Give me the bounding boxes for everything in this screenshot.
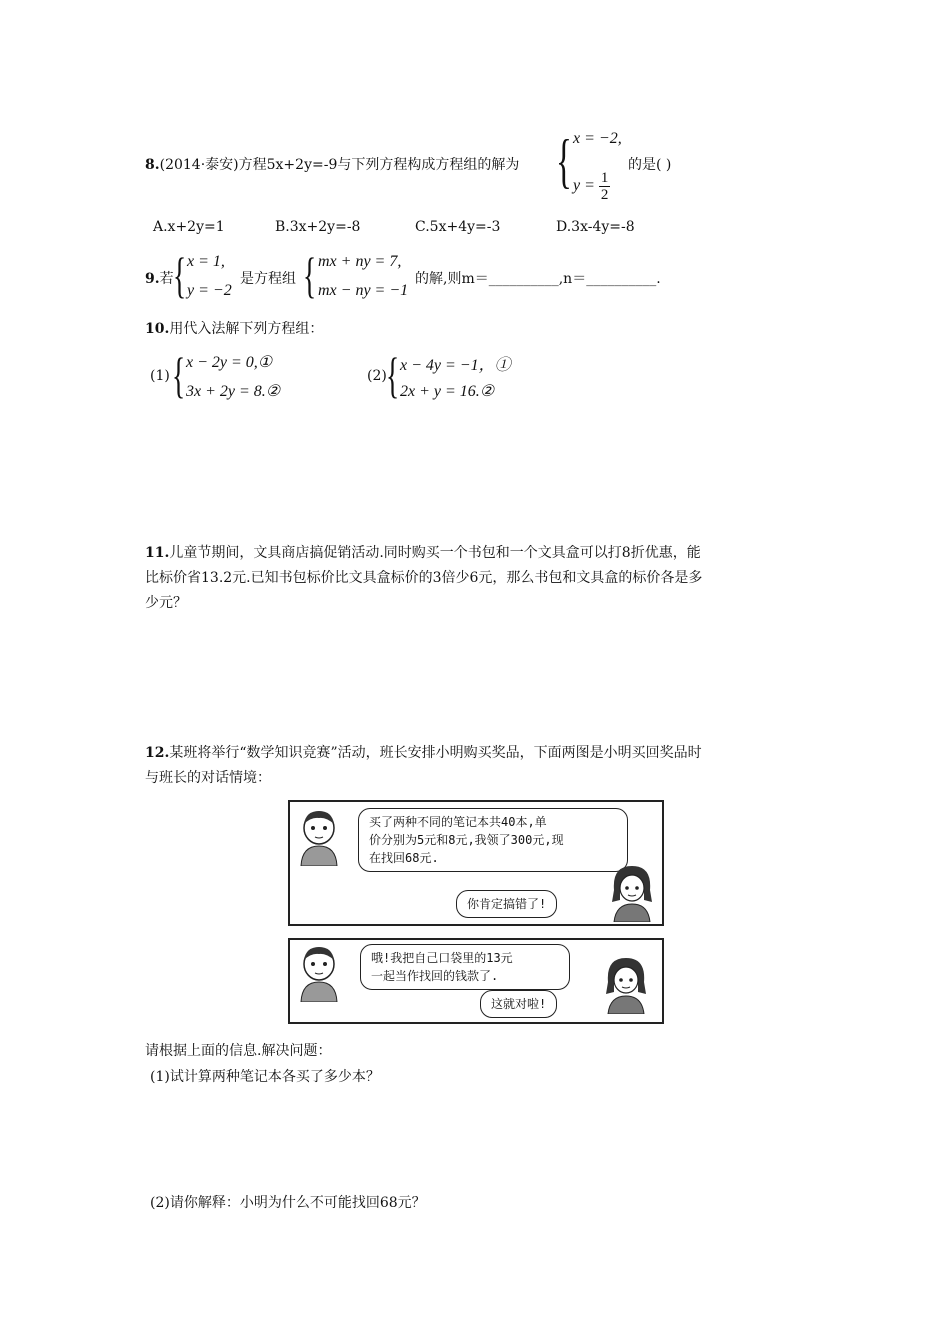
girl-speech-bubble-2: 这就对啦! [480, 990, 557, 1018]
q8-text: (2014·泰安)方程5x+2y=-9与下列方程构成方程组的解为 [159, 157, 520, 173]
boy-speech-bubble-1 [358, 808, 628, 872]
q11-number: 11. [145, 545, 170, 561]
q8-frac-denominator: 2 [600, 187, 609, 203]
boy-speech-1-line3: 在找回68元. [369, 851, 439, 865]
q12-sub1: (1)试计算两种笔记本各买了多少本？ [150, 1069, 380, 1085]
q10-part1-line2: 3x + 2y = 8.② [186, 383, 281, 400]
q12-after-text: 请根据上面的信息.解决问题： [145, 1043, 332, 1059]
q9-number: 9. [145, 271, 160, 287]
boy-speech-2-line1: 哦!我把自己口袋里的13元 [371, 951, 513, 965]
q10-part1-brace: { [172, 347, 186, 403]
girl-icon [602, 954, 650, 1014]
q12-number: 12. [145, 745, 170, 761]
q10-part2-label: (2) [367, 368, 387, 384]
q12-line2: 与班长的对话情境： [145, 770, 271, 786]
q11-line3: 少元？ [145, 595, 187, 611]
q8-option-a: A.x+2y=1 [153, 219, 225, 235]
q10-part2-line2: 2x + y = 16.② [400, 383, 495, 400]
q9-sys2-line1: mx + ny = 7, [318, 253, 402, 270]
q9-brace-2: { [303, 247, 317, 303]
q12-line1 [145, 742, 702, 762]
q9-sys1-line1: x = 1, [187, 253, 225, 270]
q8-tail: 的是( ) [628, 157, 672, 173]
boy-speech-bubble-2 [360, 944, 570, 990]
q10-stem [145, 318, 323, 338]
q9-brace-1: { [173, 247, 187, 303]
q11-text-1: 儿童节期间，文具商店搞促销活动.同时购买一个书包和一个文具盒可以打8折优惠，能 [169, 545, 701, 561]
q9-sys1-line2: y = −2 [187, 282, 232, 299]
q12-sub2: (2)请你解释：小明为什么不可能找回68元？ [150, 1195, 426, 1211]
q8-frac-numerator: 1 [600, 170, 609, 186]
q10-part2-brace: { [386, 347, 400, 403]
q12-text-1: 某班将举行“数学知识竞赛”活动，班长安排小明购买奖品，下面两图是小明买回奖品时 [169, 745, 702, 761]
boy-icon [296, 944, 342, 1002]
boy-speech-2-line2: 一起当作找回的钱款了. [371, 969, 499, 983]
girl-icon [608, 862, 656, 922]
q8-option-b: B.3x+2y=-8 [275, 219, 361, 235]
boy-speech-1-line2: 价分别为5元和8元,我领了300元,现 [369, 833, 564, 847]
q9-prefix [145, 268, 174, 288]
q9-mid: 是方程组 [240, 271, 296, 287]
q10-part2-line1: x − 4y = −1，① [400, 357, 511, 374]
q9-tail: 的解,则m＝__________,n＝__________. [415, 271, 661, 287]
q9-sys2-line2: mx − ny = −1 [318, 282, 409, 299]
q8-y-equals: y = [573, 177, 599, 195]
boy-speech-1-line1: 买了两种不同的笔记本共40本,单 [369, 815, 547, 829]
q8-stem [145, 154, 519, 174]
comic-panel-1 [288, 800, 664, 926]
q8-fraction [599, 170, 611, 203]
q8-option-c: C.5x+4y=-3 [415, 219, 501, 235]
q11-line1 [145, 542, 701, 562]
q8-number: 8. [145, 157, 160, 173]
boy-icon [296, 808, 342, 866]
q8-system-line1: x = −2, [573, 130, 622, 147]
q8-system-line2 [573, 170, 610, 203]
q9-ruo: 若 [159, 271, 174, 287]
q8-option-d: D.3x-4y=-8 [556, 219, 635, 235]
q10-part1-line1: x − 2y = 0,① [186, 354, 273, 371]
q11-line2: 比标价省13.2元.已知书包标价比文具盒标价的3倍少6元，那么书包和文具盒的标价各是多 [145, 570, 703, 586]
comic-panel-2 [288, 938, 664, 1024]
girl-speech-bubble-1: 你肯定搞错了! [456, 890, 557, 918]
q8-brace: { [556, 128, 572, 194]
q10-text: 用代入法解下列方程组： [169, 321, 324, 337]
q10-part1-label: (1) [150, 368, 170, 384]
q10-number: 10. [145, 321, 170, 337]
